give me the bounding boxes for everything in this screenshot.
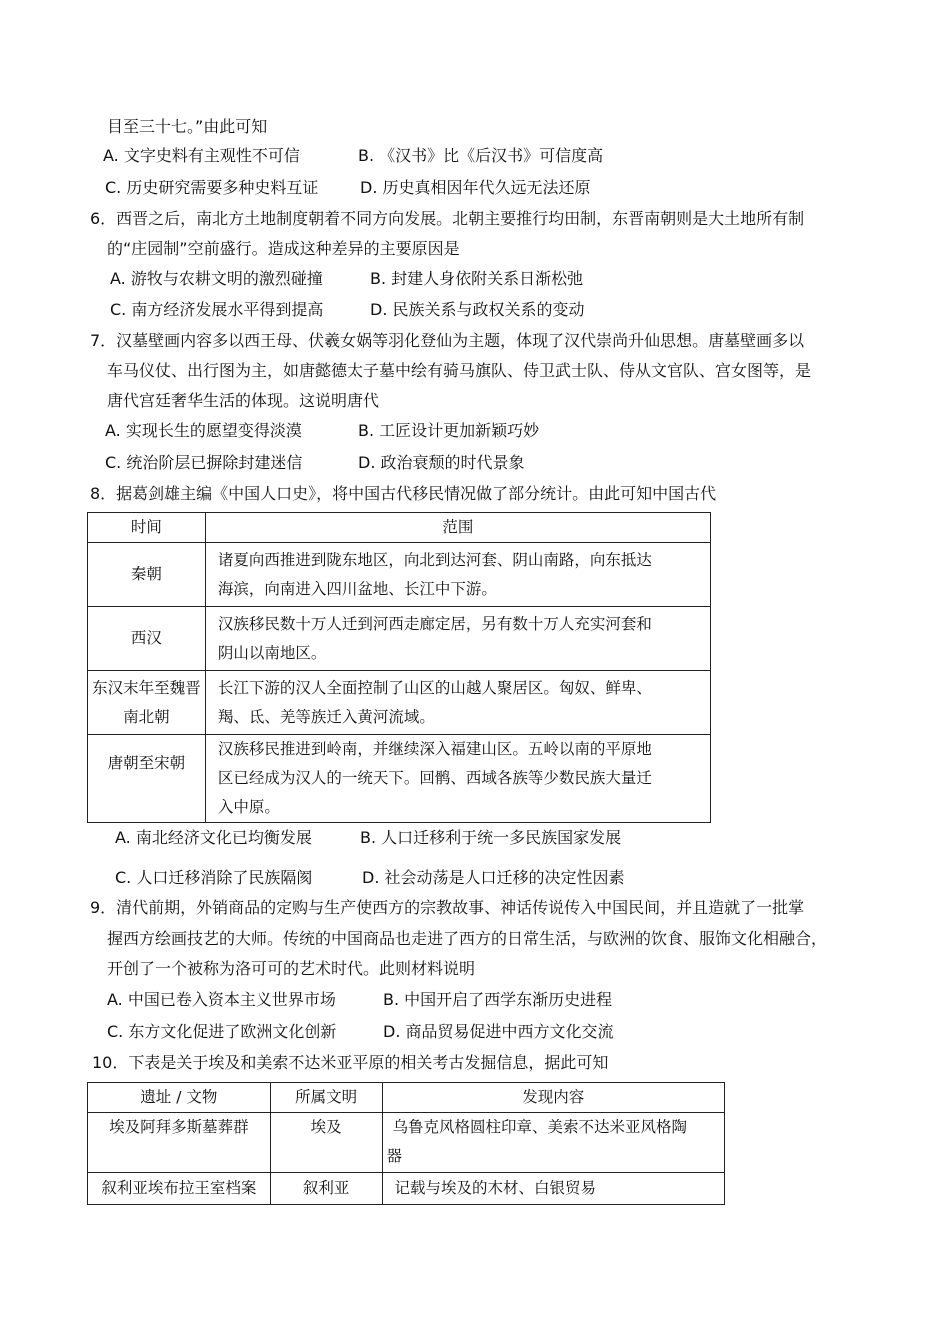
q7-option-a[interactable]: A. 实现长生的愿望变得淡漠 <box>105 421 302 440</box>
header-civilization: 所属文明 <box>270 1083 382 1113</box>
range-line: 汉族移民数十万人迁到河西走廊定居，另有数十万人充实河套和 <box>217 614 652 633</box>
q8-option-d[interactable]: D. 社会动荡是人口迁移的决定性因素 <box>362 868 625 887</box>
header-range: 范围 <box>205 513 710 543</box>
range-line: 入中原。 <box>217 798 280 816</box>
q8-stem: 8．据葛剑雄主编《中国人口史》，将中国古代移民情况做了部分统计。由此可知中国古代 <box>90 484 717 503</box>
table-header-row <box>88 1083 725 1113</box>
table-row <box>88 543 711 607</box>
q7-option-d[interactable]: D. 政治衰颓的时代景象 <box>358 453 525 472</box>
q7-stem-line2: 车马仪仗、出行图为主，如唐懿德太子墓中绘有骑马旗队、侍卫武士队、侍从文官队、宫女图等，是 <box>107 361 812 380</box>
q6-option-b[interactable]: B. 封建人身依附关系日渐松弛 <box>370 269 584 288</box>
range-cell <box>205 735 710 823</box>
time-cell <box>88 735 206 823</box>
q8-option-b[interactable]: B. 人口迁移利于统一多民族国家发展 <box>360 828 622 847</box>
q6-option-a[interactable]: A. 游牧与农耕文明的激烈碰撞 <box>110 269 323 288</box>
q6-stem-line2: 的“庄园制”空前盛行。造成这种差异的主要原因是 <box>107 239 460 258</box>
range-line: 长江下游的汉人全面控制了山区的山越人聚居区。匈奴、鲜卑、 <box>217 678 652 697</box>
q6-stem-line1: 6．西晋之后，南北方土地制度朝着不同方向发展。北朝主要推行均田制，东晋南朝则是大土地所有制 <box>90 209 805 228</box>
site-cell: 埃及阿拜多斯墓葬群 <box>88 1113 271 1173</box>
time-text: 唐朝至宋朝 <box>107 754 186 772</box>
q8-option-a[interactable]: A. 南北经济文化已均衡发展 <box>115 828 312 847</box>
time-text: 秦朝 <box>130 565 162 583</box>
header-findings: 发现内容 <box>382 1083 725 1113</box>
range-line: 区已经成为汉人的一统天下。回鹘、西域各族等少数民族大量迁 <box>217 769 652 787</box>
findings-line: 器 <box>386 1147 403 1165</box>
time-text: 南北朝 <box>123 707 170 726</box>
q5-option-b[interactable]: B. 《汉书》比《后汉书》可信度高 <box>358 146 604 165</box>
range-line: 汉族移民推进到岭南，并继续深入福建山区。五岭以南的平原地 <box>217 740 652 758</box>
header-site: 遗址 / 文物 <box>88 1083 271 1113</box>
table-row <box>88 735 711 823</box>
time-cell <box>88 543 206 607</box>
findings-line: 乌鲁克风格圆柱印章、美索不达米亚风格陶 <box>392 1118 688 1136</box>
q5-option-a[interactable]: A. 文字史料有主观性不可信 <box>103 146 300 165</box>
q7-option-c[interactable]: C. 统治阶层已摒除封建迷信 <box>105 453 303 472</box>
range-cell <box>205 671 710 735</box>
site-cell: 叙利亚埃布拉王室档案 <box>88 1173 271 1205</box>
range-line: 阴山以南地区。 <box>217 643 327 662</box>
time-text: 西汉 <box>130 629 162 647</box>
q9-option-a[interactable]: A. 中国已卷入资本主义世界市场 <box>107 990 336 1009</box>
q7-option-b[interactable]: B. 工匠设计更加新颖巧妙 <box>358 421 540 440</box>
q5-option-c[interactable]: C. 历史研究需要多种史料互证 <box>105 178 319 197</box>
time-cell <box>88 607 206 671</box>
q9-option-d[interactable]: D. 商品贸易促进中西方文化交流 <box>383 1022 614 1041</box>
q9-stem-line1: 9．清代前期，外销商品的定购与生产使西方的宗教故事、神话传说传入中国民间，并且造就了一批掌 <box>90 898 805 917</box>
q6-option-c[interactable]: C. 南方经济发展水平得到提高 <box>110 300 324 319</box>
q7-stem-line3: 唐代宫廷奢华生活的体现。这说明唐代 <box>107 391 380 410</box>
table-row <box>88 607 711 671</box>
findings-cell <box>382 1113 725 1173</box>
q9-stem-line3: 开创了一个被称为洛可可的艺术时代。此则材料说明 <box>107 959 476 978</box>
table-row <box>88 671 711 735</box>
q5-option-d[interactable]: D. 历史真相因年代久远无法还原 <box>360 178 591 197</box>
findings-line: 记载与埃及的木材、白银贸易 <box>394 1179 597 1197</box>
range-line: 羯、氐、羌等族迁入黄河流域。 <box>217 707 435 726</box>
q8-option-c[interactable]: C. 人口迁移消除了民族隔阂 <box>115 868 313 887</box>
q9-option-c[interactable]: C. 东方文化促进了欧洲文化创新 <box>107 1022 337 1041</box>
table-row <box>88 1173 725 1205</box>
time-cell <box>88 671 206 735</box>
q10-stem: 10．下表是关于埃及和美索不达米亚平原的相关考古发掘信息，据此可知 <box>92 1053 609 1072</box>
q5-stem-continuation: 目至三十七。”由此可知 <box>107 117 268 136</box>
range-cell <box>205 607 710 671</box>
q9-stem-line2: 握西方绘画技艺的大师。传统的中国商品也走进了西方的日常生活，与欧洲的饮食、服饰文化相融合， <box>107 929 828 948</box>
range-line: 诸夏向西推进到陇东地区，向北到达河套、阴山南路，向东抵达 <box>217 550 652 569</box>
table-row <box>88 1113 725 1173</box>
q10-archaeology-table <box>87 1082 725 1205</box>
range-line: 海滨，向南进入四川盆地、长江中下游。 <box>217 579 497 598</box>
time-text: 东汉末年至魏晋 <box>92 678 201 697</box>
range-cell <box>205 543 710 607</box>
q9-option-b[interactable]: B. 中国开启了西学东渐历史进程 <box>383 990 613 1009</box>
table-header-row <box>88 513 711 543</box>
findings-cell <box>382 1173 725 1205</box>
civilization-cell: 埃及 <box>270 1113 382 1173</box>
header-time: 时间 <box>88 513 206 543</box>
civilization-cell: 叙利亚 <box>270 1173 382 1205</box>
q6-option-d[interactable]: D. 民族关系与政权关系的变动 <box>370 300 585 319</box>
q7-stem-line1: 7．汉墓壁画内容多以西王母、伏羲女娲等羽化登仙为主题，体现了汉代崇尚升仙思想。唐墓壁画多以 <box>90 331 805 350</box>
q8-migration-table <box>87 512 711 823</box>
